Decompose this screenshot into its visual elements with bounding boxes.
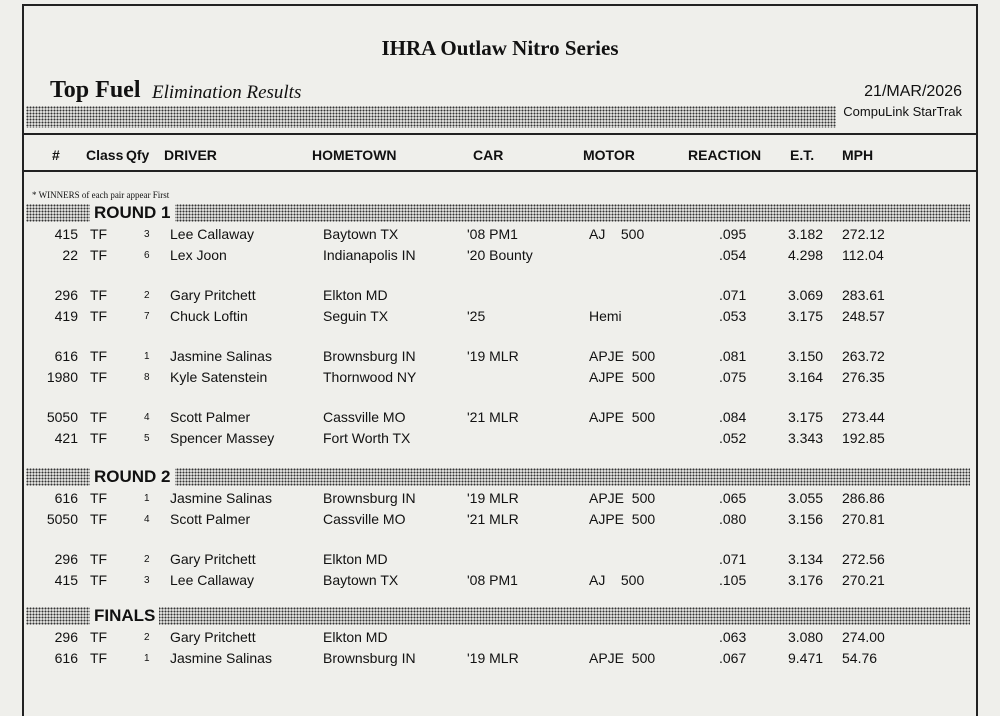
cell-num: 415	[54, 226, 78, 242]
cell-et: 9.471	[788, 649, 824, 666]
cell-qfy: 2	[144, 290, 150, 301]
cell-reaction: .054	[719, 246, 747, 263]
round-label: FINALS	[90, 607, 159, 625]
cell-car: '21 MLR	[467, 510, 519, 527]
cell-qfy: 3	[144, 229, 150, 240]
cell-qfy: 1	[144, 652, 150, 664]
cell-hometown: Elkton MD	[323, 287, 388, 303]
col-reaction-header: REACTION	[688, 147, 762, 163]
cell-qfy: 4	[144, 513, 150, 525]
cell-qfy: 7	[144, 310, 150, 322]
cell-cls: TF	[90, 348, 108, 364]
col-hometown-header: HOMETOWN	[312, 147, 397, 163]
cell-driver: Lex Joon	[170, 246, 227, 263]
cell-et: 3.343	[788, 429, 824, 446]
cell-reaction: .067	[719, 649, 747, 666]
cell-qfy: 2	[144, 554, 150, 565]
cell-cls: TF	[90, 629, 108, 645]
cell-et: 3.175	[788, 409, 824, 425]
series-title: IHRA Outlaw Nitro Series	[381, 36, 619, 60]
cell-mph: 273.44	[842, 409, 885, 425]
cell-num: 616	[54, 490, 78, 506]
cell-driver: Spencer Massey	[170, 429, 275, 446]
subtitle: Elimination Results	[152, 82, 302, 103]
cell-driver: Scott Palmer	[170, 409, 251, 425]
cell-mph: 248.57	[842, 307, 885, 324]
cell-reaction: .065	[719, 490, 747, 506]
cell-cls: TF	[90, 571, 108, 588]
cell-et: 3.069	[788, 287, 824, 303]
cell-driver: Gary Pritchett	[170, 629, 256, 645]
cell-hometown: Elkton MD	[323, 551, 388, 567]
cell-hometown: Baytown TX	[323, 571, 399, 588]
cell-driver: Chuck Loftin	[170, 307, 248, 324]
cell-num: 419	[54, 307, 78, 324]
cell-qfy: 3	[144, 574, 150, 586]
cell-mph: 274.00	[842, 629, 885, 645]
cell-motor: AJ 500	[589, 571, 645, 588]
cell-hometown: Fort Worth TX	[323, 429, 411, 446]
col-car-header: CAR	[473, 147, 504, 163]
class-name: Top Fuel	[50, 77, 141, 103]
cell-car: '25	[467, 307, 486, 324]
cell-hometown: Cassville MO	[323, 409, 406, 425]
col-mph-header: MPH	[842, 147, 874, 163]
cell-hometown: Indianapolis IN	[323, 246, 416, 263]
col-class-header: Class	[86, 147, 124, 163]
cell-num: 296	[54, 629, 78, 645]
cell-motor: AJPE 500	[589, 409, 656, 425]
cell-mph: 112.04	[842, 246, 884, 263]
cell-et: 3.080	[788, 629, 824, 645]
cell-num: 415	[54, 571, 78, 588]
cell-num: 1980	[46, 368, 78, 385]
cell-driver: Jasmine Salinas	[170, 649, 272, 666]
cell-hometown: Brownsburg IN	[323, 348, 416, 364]
cell-num: 5050	[46, 510, 78, 527]
round-band	[26, 607, 970, 625]
cell-qfy: 6	[144, 249, 150, 261]
cell-driver: Gary Pritchett	[170, 287, 256, 303]
cell-car: '08 PM1	[467, 226, 518, 242]
cell-reaction: .075	[719, 368, 747, 385]
cell-car: '19 MLR	[467, 649, 519, 666]
cell-driver: Gary Pritchett	[170, 551, 256, 567]
cell-cls: TF	[90, 226, 108, 242]
cell-qfy: 1	[144, 493, 150, 504]
cell-reaction: .053	[719, 307, 747, 324]
cell-et: 3.182	[788, 226, 824, 242]
cell-cls: TF	[90, 551, 108, 567]
cell-driver: Jasmine Salinas	[170, 490, 272, 506]
cell-mph: 270.21	[842, 571, 885, 588]
cell-mph: 54.76	[842, 649, 878, 666]
timing-system: CompuLink StarTrak	[843, 104, 962, 119]
cell-et: 4.298	[788, 246, 824, 263]
cell-qfy: 1	[144, 351, 150, 362]
cell-cls: TF	[90, 490, 108, 506]
round-label: ROUND 1	[90, 204, 175, 222]
cell-et: 3.055	[788, 490, 824, 506]
cell-cls: TF	[90, 287, 108, 303]
cell-reaction: .071	[719, 551, 747, 567]
cell-driver: Kyle Satenstein	[170, 368, 268, 385]
cell-motor: AJ 500	[589, 226, 645, 242]
header-rule-top	[24, 133, 976, 135]
header-dot-band	[26, 106, 836, 128]
cell-mph: 272.56	[842, 551, 885, 567]
cell-car: '19 MLR	[467, 348, 519, 364]
cell-num: 22	[62, 246, 78, 263]
col-driver-header: DRIVER	[164, 147, 217, 163]
winners-note: * WINNERS of each pair appear First	[32, 190, 170, 200]
cell-num: 296	[54, 551, 78, 567]
cell-motor: Hemi	[589, 307, 622, 324]
cell-hometown: Elkton MD	[323, 629, 388, 645]
cell-et: 3.175	[788, 307, 824, 324]
cell-mph: 283.61	[842, 287, 885, 303]
col-qfy-header: Qfy	[126, 147, 150, 163]
cell-reaction: .071	[719, 287, 747, 303]
cell-car: '20 Bounty	[467, 246, 533, 263]
cell-car: '21 MLR	[467, 409, 519, 425]
cell-hometown: Cassville MO	[323, 510, 406, 527]
cell-reaction: .052	[719, 429, 747, 446]
cell-cls: TF	[90, 368, 108, 385]
cell-reaction: .084	[719, 409, 747, 425]
cell-motor: AJPE 500	[589, 368, 656, 385]
cell-hometown: Brownsburg IN	[323, 490, 416, 506]
cell-num: 5050	[46, 409, 78, 425]
cell-num: 296	[54, 287, 78, 303]
cell-mph: 286.86	[842, 490, 885, 506]
cell-qfy: 2	[144, 632, 150, 643]
cell-hometown: Brownsburg IN	[323, 649, 416, 666]
cell-cls: TF	[90, 307, 108, 324]
cell-num: 421	[54, 429, 78, 446]
cell-motor: APJE 500	[589, 490, 656, 506]
cell-mph: 270.81	[842, 510, 885, 527]
cell-car: '08 PM1	[467, 571, 518, 588]
cell-mph: 272.12	[842, 226, 885, 242]
cell-reaction: .105	[719, 571, 747, 588]
cell-hometown: Thornwood NY	[323, 368, 417, 385]
cell-et: 3.156	[788, 510, 824, 527]
cell-driver: Lee Callaway	[170, 226, 255, 242]
cell-reaction: .095	[719, 226, 747, 242]
cell-car: '19 MLR	[467, 490, 519, 506]
cell-reaction: .063	[719, 629, 747, 645]
cell-et: 3.134	[788, 551, 824, 567]
cell-cls: TF	[90, 429, 108, 446]
cell-cls: TF	[90, 409, 108, 425]
event-date: 21/MAR/2026	[864, 83, 962, 100]
cell-mph: 263.72	[842, 348, 885, 364]
cell-driver: Jasmine Salinas	[170, 348, 272, 364]
cell-motor: AJPE 500	[589, 510, 656, 527]
cell-et: 3.176	[788, 571, 824, 588]
cell-motor: APJE 500	[589, 348, 656, 364]
cell-num: 616	[54, 649, 78, 666]
col-number-header: #	[52, 147, 60, 163]
cell-qfy: 5	[144, 432, 150, 444]
cell-qfy: 8	[144, 371, 150, 383]
col-et-header: E.T.	[790, 147, 815, 163]
cell-cls: TF	[90, 649, 108, 666]
cell-driver: Scott Palmer	[170, 510, 251, 527]
round-label: ROUND 2	[90, 468, 175, 486]
cell-mph: 192.85	[842, 429, 885, 446]
cell-hometown: Baytown TX	[323, 226, 399, 242]
cell-cls: TF	[90, 510, 108, 527]
cell-mph: 276.35	[842, 368, 885, 385]
cell-reaction: .081	[719, 348, 747, 364]
cell-cls: TF	[90, 246, 108, 263]
cell-num: 616	[54, 348, 78, 364]
cell-motor: APJE 500	[589, 649, 656, 666]
cell-reaction: .080	[719, 510, 747, 527]
header-rule-bottom	[24, 170, 976, 172]
cell-qfy: 4	[144, 412, 150, 423]
col-motor-header: MOTOR	[583, 147, 635, 163]
cell-et: 3.150	[788, 348, 824, 364]
cell-hometown: Seguin TX	[323, 307, 389, 324]
cell-driver: Lee Callaway	[170, 571, 255, 588]
results-sheet	[22, 4, 978, 716]
cell-et: 3.164	[788, 368, 824, 385]
